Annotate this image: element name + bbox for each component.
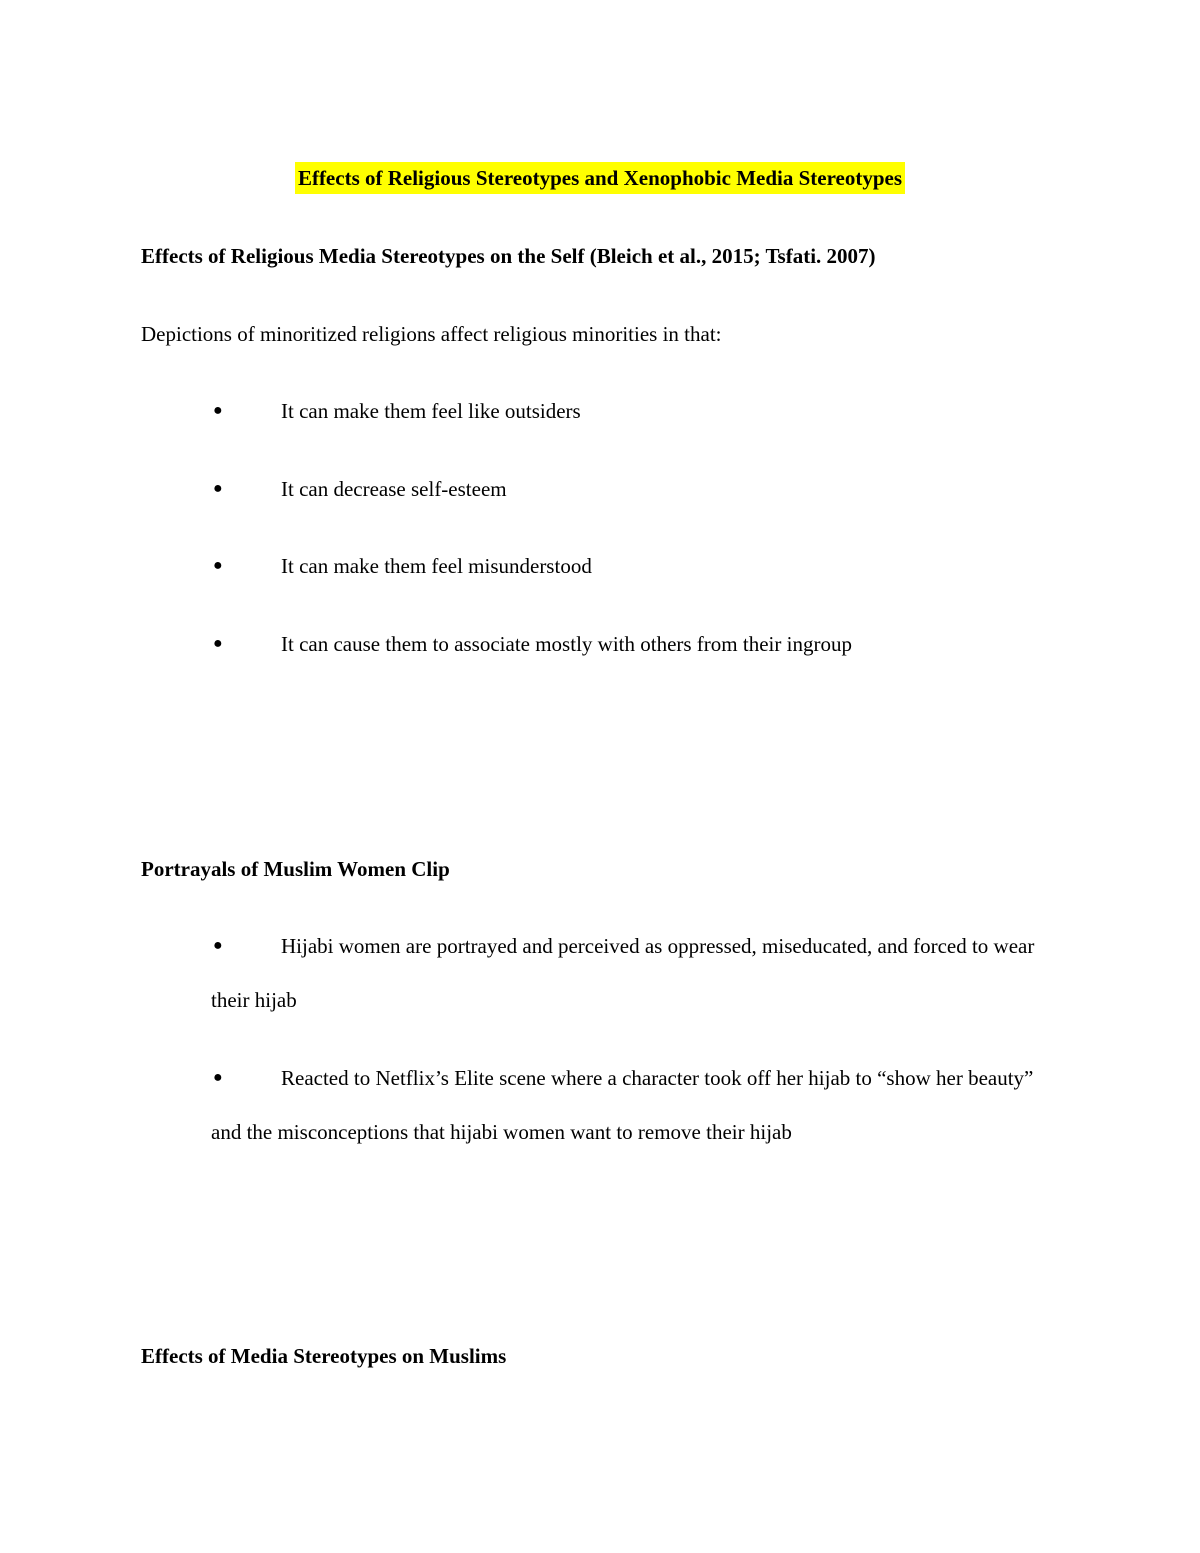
bullet-icon: ● xyxy=(213,402,223,419)
bullet-text: It can decrease self-esteem xyxy=(281,477,507,501)
bullet-text: Reacted to Netflix’s Elite scene where a character took off her hijab to “show her beauty” and the misconceptions that hijabi women want to remove their hijab xyxy=(211,1066,1034,1144)
bullet-text: It can make them feel like outsiders xyxy=(281,399,581,423)
section2-bullet xyxy=(211,919,1061,1027)
bullet-icon: ● xyxy=(213,480,223,497)
bullet-icon: ● xyxy=(213,557,223,574)
bullet-icon: ● xyxy=(213,635,223,652)
section1-heading: Effects of Religious Media Stereotypes on the Self (Bleich et al., 2015; Tsfati. 2007) xyxy=(141,244,876,268)
title-container xyxy=(0,162,1200,194)
document-title: Effects of Religious Stereotypes and Xenophobic Media Stereotypes xyxy=(295,162,905,194)
section1-bullet xyxy=(211,539,1061,593)
bullet-icon: ● xyxy=(213,1069,223,1086)
section1-bullet xyxy=(211,384,1061,438)
section1-bullet xyxy=(211,462,1061,516)
bullet-text: It can make them feel misunderstood xyxy=(281,554,592,578)
section1-intro: Depictions of minoritized religions affect religious minorities in that: xyxy=(141,322,722,346)
section2-heading: Portrayals of Muslim Women Clip xyxy=(141,857,450,881)
bullet-icon: ● xyxy=(213,937,223,954)
bullet-text: Hijabi women are portrayed and perceived as oppressed, miseducated, and forced to wear their hijab xyxy=(211,934,1035,1012)
section3-heading: Effects of Media Stereotypes on Muslims xyxy=(141,1344,507,1368)
section1-bullet xyxy=(211,617,1061,671)
section2-bullet xyxy=(211,1051,1061,1159)
bullet-text: It can cause them to associate mostly with others from their ingroup xyxy=(281,632,852,656)
